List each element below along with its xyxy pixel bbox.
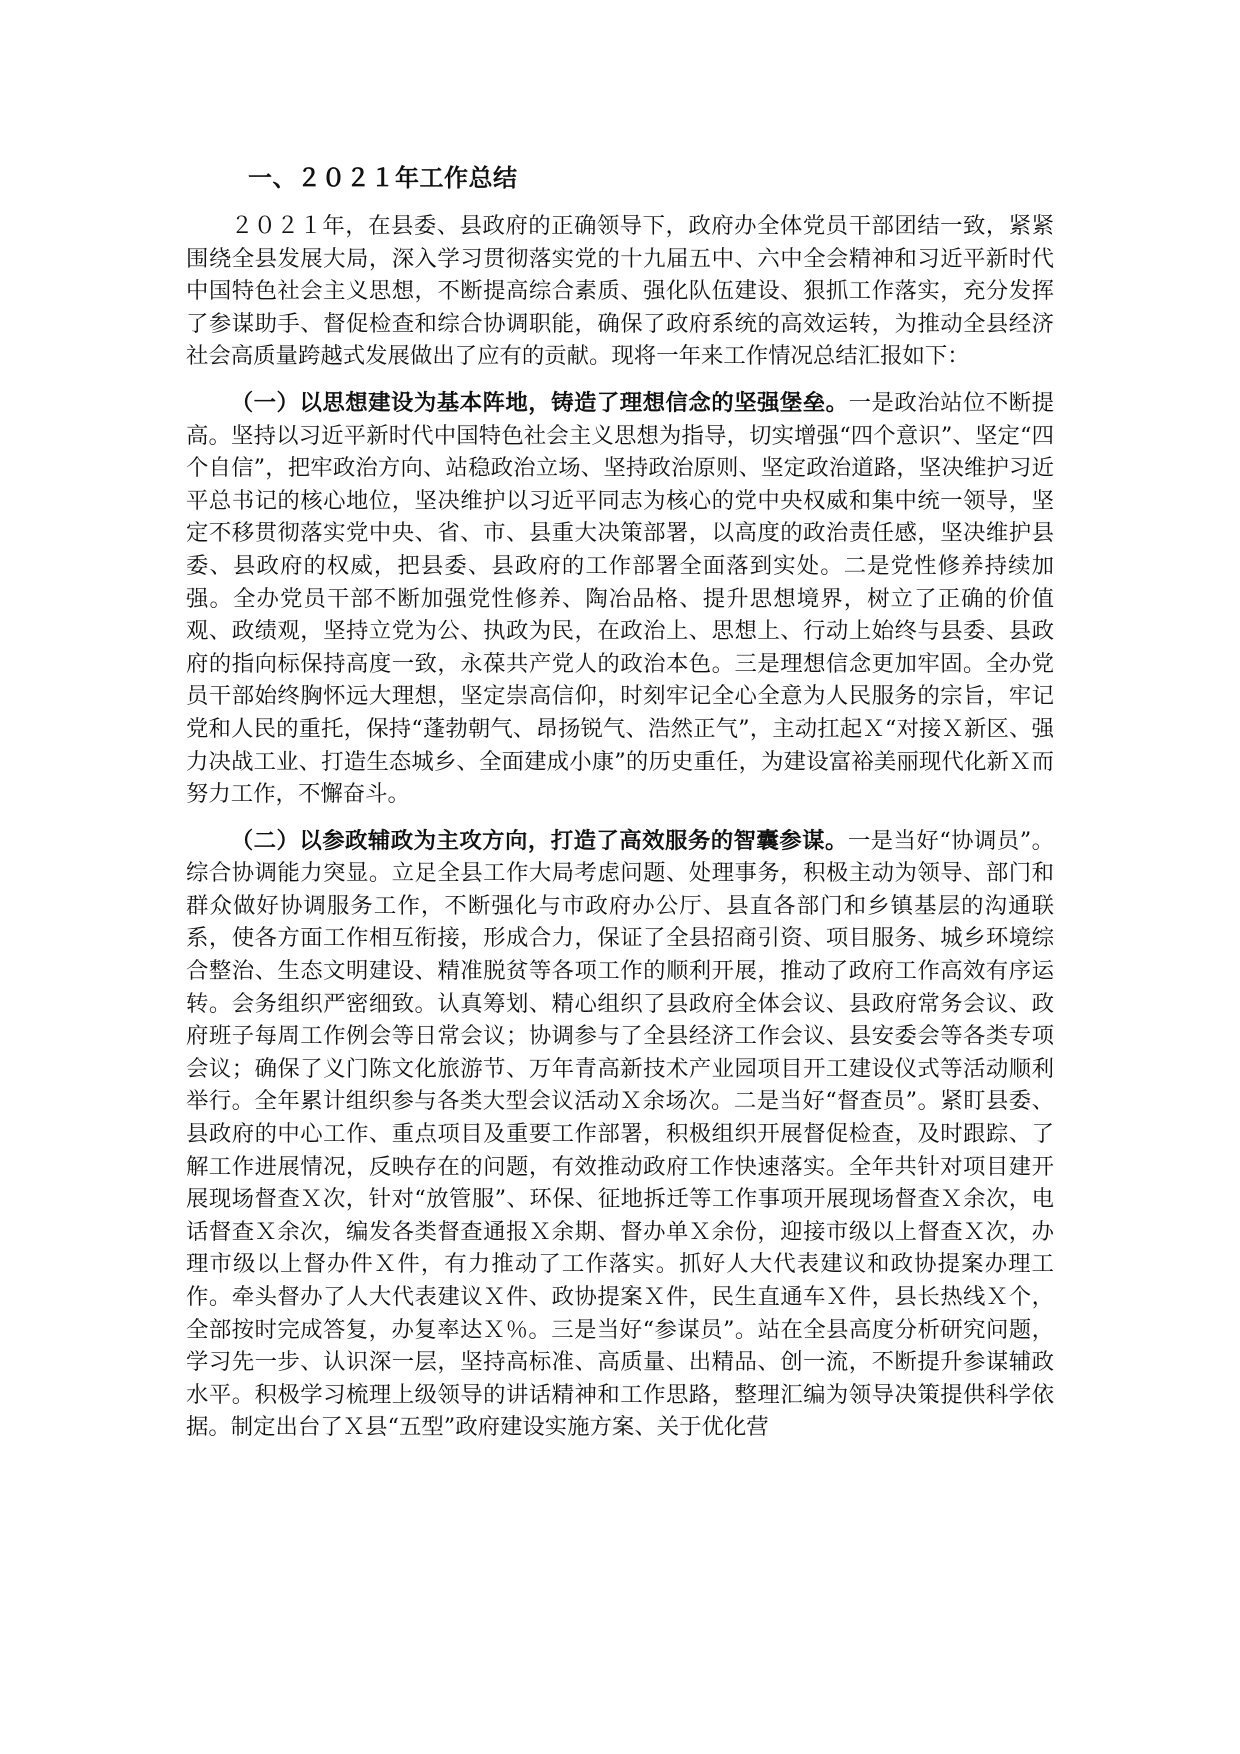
section-2-paragraph [186,825,1054,1444]
section-1-paragraph [186,387,1054,811]
intro-paragraph: ２０２１年，在县委、县政府的正确领导下，政府办全体党员干部团结一致，紧紧围绕全县发展大局，深入学习贯彻落实党的十九届五中、六中全会精神和习近平新时代中国特色社会主义思想，不断提高综合素质、强化队伍建设、狠抓工作落实，充分发挥了参谋助手、督促检查和综合协调职能，确保了政府系统的高效运转，为推动全县经济社会高质量跨越式发展做出了应有的贡献。现将一年来工作情况总结汇报如下： [186,213,1054,370]
document-body [186,160,1054,1458]
section-2-title: （二）以参政辅政为主攻方向，打造了高效服务的智囊参谋。 [230,827,848,854]
section-heading: 一、２０２１年工作总结 [248,163,518,192]
section-1-title: （一）以思想建设为基本阵地，铸造了理想信念的坚强堡垒。 [230,389,849,416]
section-1-body: 一是政治站位不断提高。坚持以习近平新时代中国特色社会主义思想为指导，切实增强“四个意识”、坚定“四个自信”，把牢政治方向、站稳政治立场、坚持政治原则、坚定政治道路，坚决维护习近平总书记的核心地位，坚决维护以习近平同志为核心的党中央权威和集中统一领导，坚定不移贯彻落实党中央、省、市、县重大决策部署，以高度的政治责任感，坚决维护县委、县政府的权威，把县委、县政府的工作部署全面落到实处。二是党性修养持续加强。全办党员干部不断加强党性修养、陶冶品格、提升思想境界，树立了正确的价值观、政绩观，坚持立党为公、执政为民，在政治上、思想上、行动上始终与县委、县政府的指向标保持高度一致，永葆共产党人的政治本色。三是理想信念更加牢固。全办党员干部始终胸怀远大理想，坚定崇高信仰，时刻牢记全心全意为人民服务的宗旨，牢记党和人民的重托，保持“蓬勃朝气、昂扬锐气、浩然正气”，主动扛起Ｘ“对接Ｘ新区、强力决战工业、打造生态城乡、全面建成小康”的历史重任，为建设富裕美丽现代化新Ｘ而努力工作，不懈奋斗。 [186,389,1055,808]
section-2-body: 一是当好“协调员”。综合协调能力突显。立足全县工作大局考虑问题、处理事务，积极主动为领导、部门和群众做好协调服务工作，不断强化与市政府办公厅、县直各部门和乡镇基层的沟通联系，使各方面工作相互衔接，形成合力，保证了全县招商引资、项目服务、城乡环境综合整治、生态文明建设、精准脱贫等各项工作的顺利开展，推动了政府工作高效有序运转。会务组织严密细致。认真筹划、精心组织了县政府全体会议、县政府常务会议、政府班子每周工作例会等日常会议；协调参与了全县经济工作会议、县安委会等各类专项会议；确保了义门陈文化旅游节、万年青高新技术产业园项目开工建设仪式等活动顺利举行。全年累计组织参与各类大型会议活动Ｘ余场次。二是当好“督查员”。紧盯县委、县政府的中心工作、重点项目及重要工作部署，积极组织开展督促检查，及时跟踪、了解工作进展情况，反映存在的问题，有效推动政府工作快速落实。全年共针对项目建开展现场督查Ｘ次，针对“放管服”、环保、征地拆迁等工作事项开展现场督查Ｘ余次，电话督查Ｘ余次，编发各类督查通报Ｘ余期、督办单Ｘ余份，迎接市级以上督查Ｘ次，办理市级以上督办件Ｘ件，有力推动了工作落实。抓好人大代表建议和政协提案办理工作。牵头督办了人大代表建议Ｘ件、政协提案Ｘ件，民生直通车Ｘ件，县长热线Ｘ个，全部按时完成答复，办复率达Ｘ％。三是当好“参谋员”。站在全县高度分析研究问题，学习先一步、认识深一层，坚持高标准、高质量、出精品、创一流，不断提升参谋辅政水平。积极学习梳理上级领导的讲话精神和工作思路，整理汇编为领导决策提供科学依据。制定出台了Ｘ县“五型”政府建设实施方案、关于优化营 [186,827,1054,1441]
